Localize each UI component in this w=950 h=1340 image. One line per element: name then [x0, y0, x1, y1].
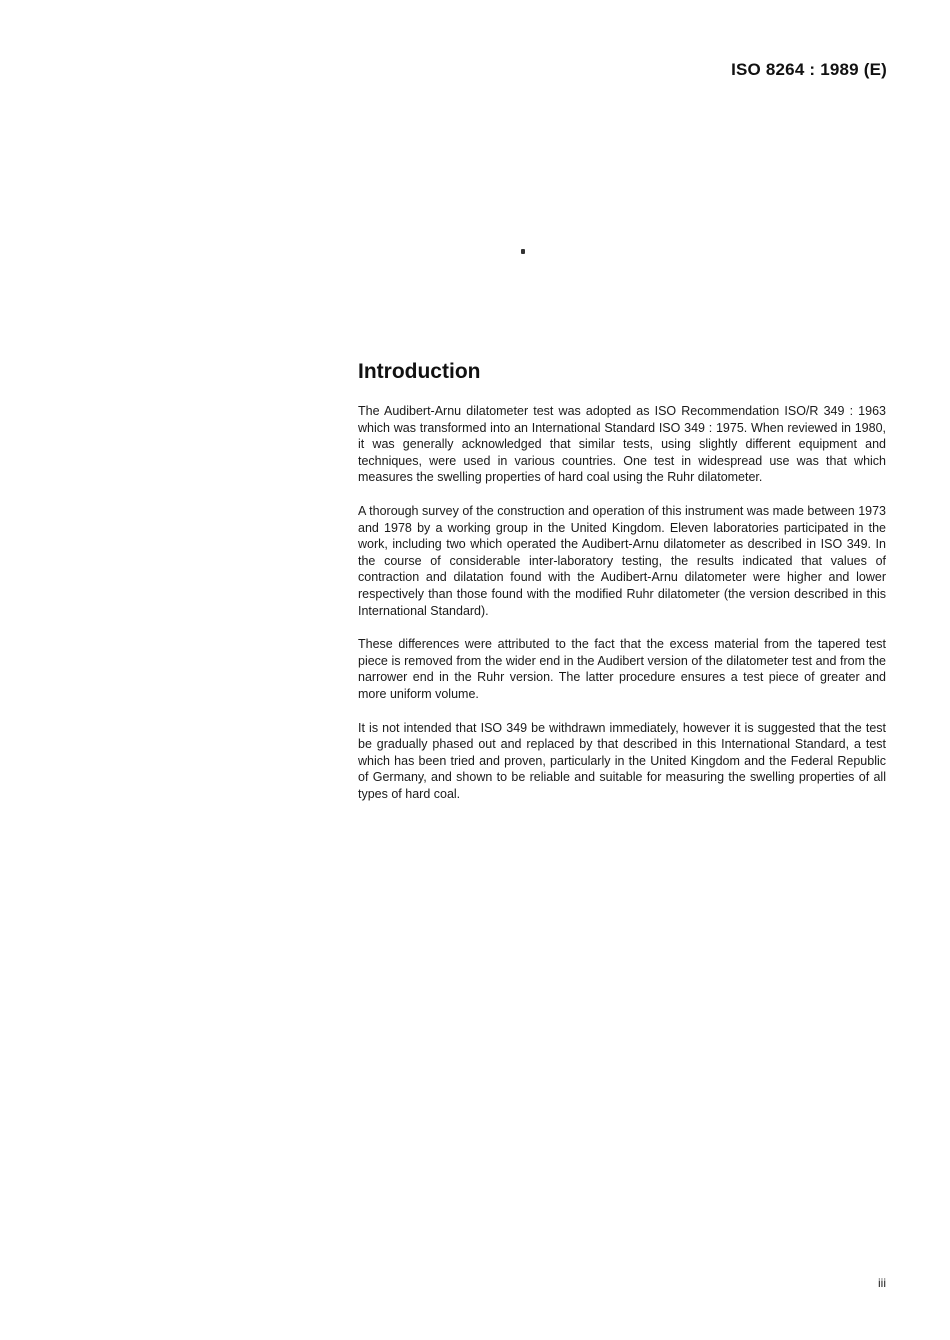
- introduction-section: [358, 358, 886, 819]
- section-title: Introduction: [358, 360, 481, 383]
- paragraph-3: These differences were attributed to the fact that the excess material from the tapered test piece is removed from the wider end in the Audibert version of the dilatometer test and from the narrower end in the Ruhr version. The latter procedure ensures a test piece of greater and more uniform volume.: [358, 637, 886, 701]
- document-code: ISO 8264 : 1989 (E): [731, 60, 887, 79]
- paragraph-4: It is not intended that ISO 349 be withdrawn immediately, however it is suggested that the test be gradually phased out and replaced by that described in this International Standard, a test which has been tried and proven, particularly in the United Kingdom and the Federal Republic of Germany, and shown to be reliable and suitable for measuring the swelling properties of all types of hard coal.: [358, 720, 886, 801]
- scan-mark: [521, 249, 525, 254]
- page-number: iii: [878, 1276, 886, 1290]
- paragraph-1: The Audibert-Arnu dilatometer test was adopted as ISO Recommendation ISO/R 349 : 1963 which was transformed into an International Standard ISO 349 : 1975. When reviewed in 1980, it was generally acknowledged that similar tests, using slightly different equipment and techniques, were used in various countries. One test in widespread use was that which measures the swelling properties of hard coal using the Ruhr dilatometer.: [358, 404, 886, 485]
- paragraph-2: A thorough survey of the construction and operation of this instrument was made between 1973 and 1978 by a working group in the United Kingdom. Eleven laboratories participated in the work, including two which operated the Audibert-Arnu dilatometer as described in ISO 349. In the course of considerable inter-laboratory testing, the results indicated that values of contraction and dilatation found with the Audibert-Arnu dilatometer were higher and lower respectively than those found with the modified Ruhr dilatometer (the version described in this International Standard).: [358, 503, 886, 618]
